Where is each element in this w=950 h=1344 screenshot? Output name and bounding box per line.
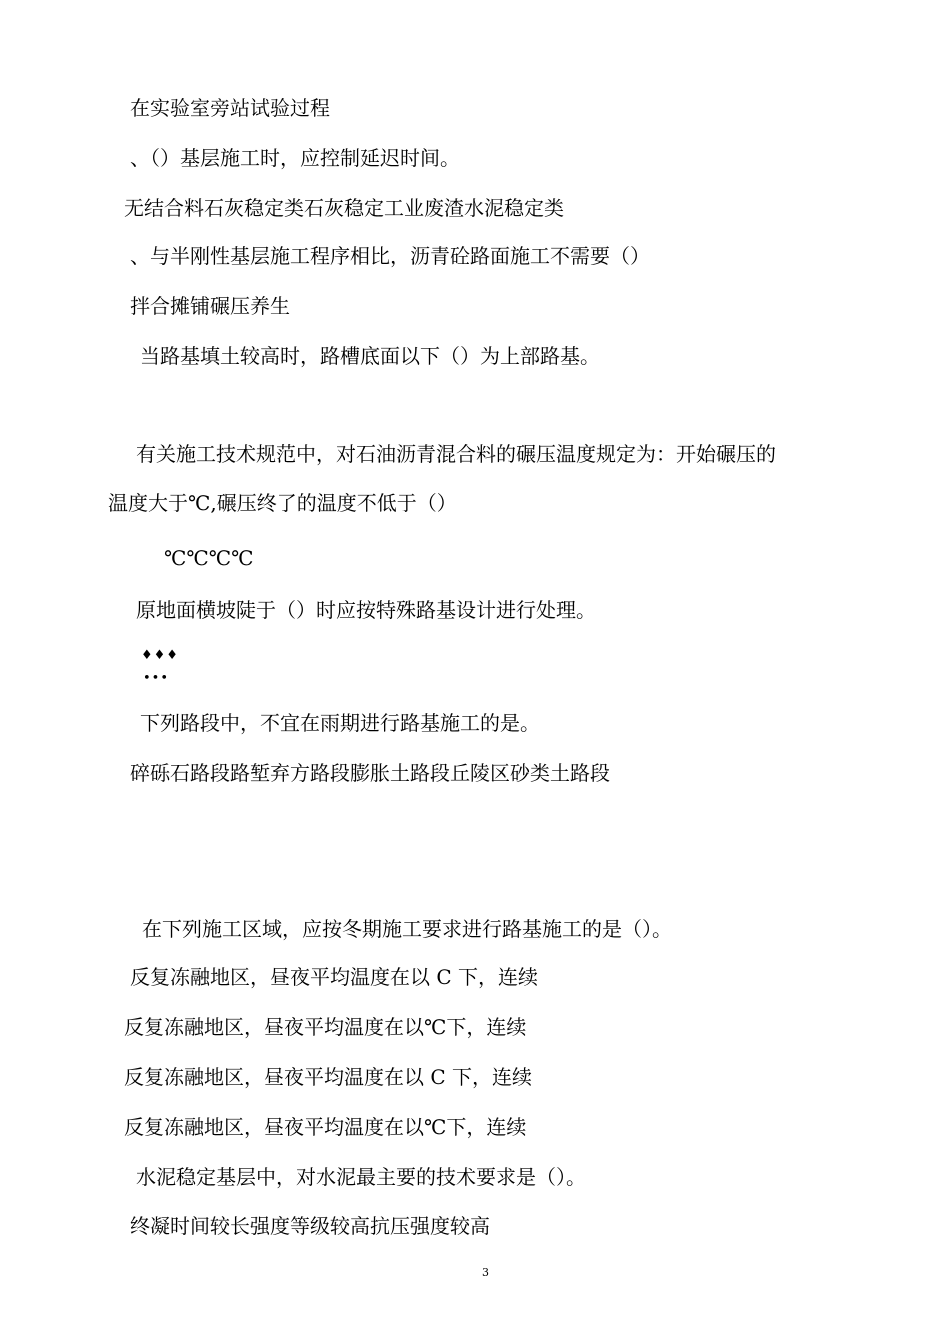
text-line: 反复冻融地区，昼夜平均温度在以 C 下，连续 [124,1065,533,1089]
text-line: 碎砾石路段路堑弃方路段膨胀土路段丘陵区砂类土路段 [130,761,610,785]
text-line: 反复冻融地区，昼夜平均温度在以℃下，连续 [124,1115,527,1139]
text-line: 、与半刚性基层施工程序相比，沥青砼路面施工不需要（） [130,244,650,268]
text-line: 无结合料石灰稳定类石灰稳定工业废渣水泥稳定类 [124,196,564,220]
text-line: ℃℃℃℃ [164,546,254,570]
text-line: 原地面横坡陡于（）时应按特殊路基设计进行处理。 [136,598,596,622]
text-line: 温度大于℃,碾压终了的温度不低于（） [108,491,457,515]
text-line: 水泥稳定基层中，对水泥最主要的技术要求是（）。 [136,1165,586,1189]
diamond-bullets: ♦♦♦ [141,648,179,663]
text-line: 有关施工技术规范中，对石油沥青混合料的碾压温度规定为：开始碾压的 [136,442,776,466]
text-line: 拌合摊铺碾压养生 [130,294,290,318]
text-line: 、（）基层施工时，应控制延迟时间。 [130,146,460,170]
text-line: 当路基填土较高时，路槽底面以下（）为上部路基。 [140,344,600,368]
text-line: 在下列施工区域，应按冬期施工要求进行路基施工的是（）。 [142,917,672,941]
text-line: 在实验室旁站试验过程 [130,96,330,120]
text-line: 下列路段中，不宜在雨期进行路基施工的是。 [140,711,540,735]
text-line: 终凝时间较长强度等级较高抗压强度较高 [130,1214,490,1238]
text-line: 反复冻融地区，昼夜平均温度在以℃下，连续 [124,1015,527,1039]
page-number: 3 [482,1266,489,1279]
text-line: 反复冻融地区，昼夜平均温度在以 C 下，连续 [130,965,539,989]
dot-bullets: ••• [143,671,170,686]
